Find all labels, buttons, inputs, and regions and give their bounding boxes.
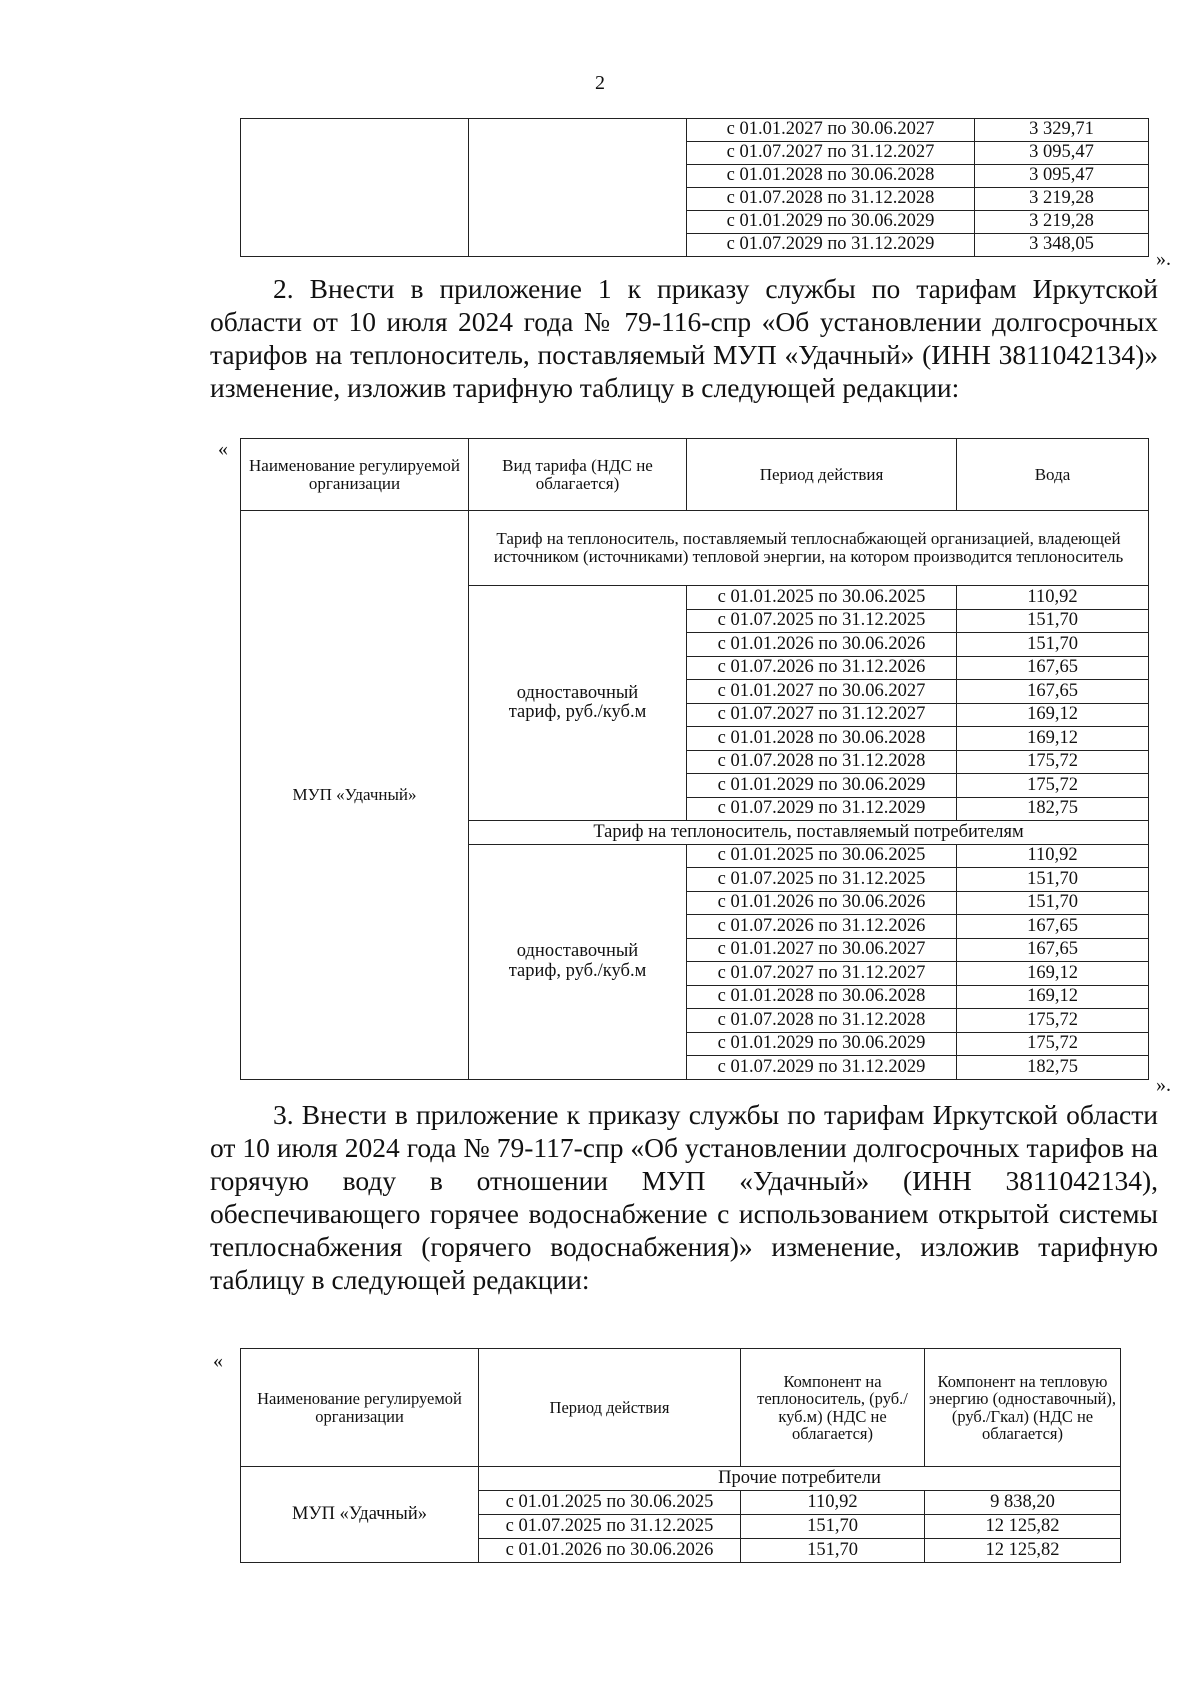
period-cell: с 01.01.2027 по 30.06.2027 — [687, 938, 957, 962]
table-row — [241, 1467, 1121, 1491]
table2-close-quote: ». — [1156, 1074, 1171, 1096]
period-cell: с 01.07.2026 по 31.12.2026 — [687, 915, 957, 939]
value-cell: 151,70 — [957, 633, 1149, 657]
table-header-row — [241, 1349, 1121, 1467]
coolant-value-cell: 151,70 — [741, 1539, 925, 1563]
value-cell: 3 329,71 — [975, 119, 1149, 142]
coolant-value-cell: 110,92 — [741, 1491, 925, 1515]
period-cell: с 01.01.2028 по 30.06.2028 — [687, 985, 957, 1009]
value-cell: 3 219,28 — [975, 211, 1149, 234]
tariff-table-continuation — [240, 118, 1149, 257]
value-cell: 182,75 — [957, 1056, 1149, 1080]
org-cell-empty — [241, 119, 469, 257]
period-cell: с 01.01.2029 по 30.06.2029 — [687, 211, 975, 234]
period-cell: с 01.07.2029 по 31.12.2029 — [687, 1056, 957, 1080]
value-cell: 182,75 — [957, 797, 1149, 821]
period-cell: с 01.01.2027 по 30.06.2027 — [687, 119, 975, 142]
period-cell: с 01.01.2028 по 30.06.2028 — [687, 727, 957, 751]
period-cell: с 01.01.2025 по 30.06.2025 — [687, 586, 957, 610]
period-cell: с 01.01.2025 по 30.06.2025 — [687, 844, 957, 868]
section-title-cell: Тариф на теплоноситель, поставляемый теплоснабжающей организацией, владеющей источником (источниками) тепловой энергии, на котором производится теплоноситель — [469, 511, 1149, 586]
header-period: Период действия — [479, 1349, 741, 1467]
value-cell: 110,92 — [957, 586, 1149, 610]
table-header-row — [241, 439, 1149, 511]
heat-value-cell: 12 125,82 — [925, 1515, 1121, 1539]
table-row — [241, 119, 1149, 142]
value-cell: 151,70 — [957, 609, 1149, 633]
value-cell: 167,65 — [957, 656, 1149, 680]
value-cell: 175,72 — [957, 774, 1149, 798]
section-title-cell: Тариф на теплоноситель, поставляемый потребителям — [469, 821, 1149, 845]
period-cell: с 01.07.2027 по 31.12.2027 — [687, 962, 957, 986]
period-cell: с 01.07.2029 по 31.12.2029 — [687, 797, 957, 821]
value-cell: 175,72 — [957, 1032, 1149, 1056]
period-cell: с 01.07.2027 по 31.12.2027 — [687, 142, 975, 165]
paragraph-2-text: 2. Внести в приложение 1 к приказу службы по тарифам Иркутской области от 10 июля 2024 года № 79-116-спр «Об установлении долгосрочных тарифов на теплоноситель, поставляемый МУП «Удачный» (ИНН 3811042134)» изменение, изложив тарифную таблицу в следующей редакции: — [210, 273, 1158, 403]
period-cell: с 01.07.2028 по 31.12.2028 — [687, 188, 975, 211]
paragraph-3-text: 3. Внести в приложение к приказу службы по тарифам Иркутской области от 10 июля 2024 года № 79-117-спр «Об установлении долгосрочных тарифов на горячую воду в отношении МУП «Удачный» (ИНН 3811042134), обеспечивающего горячее водоснабжение с использованием открытой системы теплоснабжения (горячего водоснабжения)» изменение, изложив тарифную таблицу в следующей редакции: — [210, 1099, 1158, 1295]
tariff-type-cell: одноставочный тариф, руб./куб.м — [469, 586, 687, 821]
period-cell: с 01.07.2025 по 31.12.2025 — [687, 868, 957, 892]
value-cell: 169,12 — [957, 727, 1149, 751]
value-cell: 169,12 — [957, 703, 1149, 727]
value-cell: 175,72 — [957, 750, 1149, 774]
period-cell: с 01.07.2028 по 31.12.2028 — [687, 750, 957, 774]
value-cell: 3 219,28 — [975, 188, 1149, 211]
period-cell: с 01.07.2027 по 31.12.2027 — [687, 703, 957, 727]
value-cell: 3 095,47 — [975, 142, 1149, 165]
paragraph-3 — [210, 1098, 1158, 1296]
value-cell: 175,72 — [957, 1009, 1149, 1033]
section-title-cell: Прочие потребители — [479, 1467, 1121, 1491]
header-tariff-type: Вид тарифа (НДС не облагается) — [469, 439, 687, 511]
page-number: 2 — [595, 72, 605, 94]
value-cell: 169,12 — [957, 985, 1149, 1009]
period-cell: с 01.01.2028 по 30.06.2028 — [687, 165, 975, 188]
heat-value-cell: 9 838,20 — [925, 1491, 1121, 1515]
header-org: Наименование регулируемой организации — [241, 1349, 479, 1467]
value-cell: 110,92 — [957, 844, 1149, 868]
table2-open-quote: « — [218, 438, 228, 460]
period-cell: с 01.07.2025 по 31.12.2025 — [479, 1515, 741, 1539]
org-name-cell: МУП «Удачный» — [241, 511, 469, 1080]
period-cell: с 01.01.2026 по 30.06.2026 — [479, 1539, 741, 1563]
period-cell: с 01.07.2026 по 31.12.2026 — [687, 656, 957, 680]
period-cell: с 01.01.2029 по 30.06.2029 — [687, 1032, 957, 1056]
period-cell: с 01.07.2028 по 31.12.2028 — [687, 1009, 957, 1033]
coolant-value-cell: 151,70 — [741, 1515, 925, 1539]
table3-open-quote: « — [213, 1350, 223, 1372]
value-cell: 151,70 — [957, 868, 1149, 892]
paragraph-2 — [210, 272, 1158, 404]
period-cell: с 01.01.2027 по 30.06.2027 — [687, 680, 957, 704]
header-water: Вода — [957, 439, 1149, 511]
period-cell: с 01.01.2025 по 30.06.2025 — [479, 1491, 741, 1515]
value-cell: 3 095,47 — [975, 165, 1149, 188]
coolant-tariff-table — [240, 438, 1149, 1080]
header-heat-component: Компонент на тепловую энергию (одноставочный), (руб./Гкал) (НДС не облагается) — [925, 1349, 1121, 1467]
header-org: Наименование регулируемой организации — [241, 439, 469, 511]
period-cell: с 01.07.2029 по 31.12.2029 — [687, 234, 975, 257]
table1-close-quote: ». — [1156, 248, 1171, 270]
value-cell: 169,12 — [957, 962, 1149, 986]
period-cell: с 01.01.2029 по 30.06.2029 — [687, 774, 957, 798]
period-cell: с 01.01.2026 по 30.06.2026 — [687, 891, 957, 915]
value-cell: 167,65 — [957, 938, 1149, 962]
org-name-cell: МУП «Удачный» — [241, 1467, 479, 1563]
value-cell: 151,70 — [957, 891, 1149, 915]
tariff-type-cell: одноставочный тариф, руб./куб.м — [469, 844, 687, 1079]
header-period: Период действия — [687, 439, 957, 511]
value-cell: 167,65 — [957, 680, 1149, 704]
table-row — [241, 511, 1149, 586]
hot-water-tariff-table — [240, 1348, 1121, 1563]
header-coolant-component: Компонент на теплоноситель, (руб./куб.м) (НДС не облагается) — [741, 1349, 925, 1467]
value-cell: 167,65 — [957, 915, 1149, 939]
tariff-type-cell-empty — [469, 119, 687, 257]
period-cell: с 01.01.2026 по 30.06.2026 — [687, 633, 957, 657]
heat-value-cell: 12 125,82 — [925, 1539, 1121, 1563]
value-cell: 3 348,05 — [975, 234, 1149, 257]
period-cell: с 01.07.2025 по 31.12.2025 — [687, 609, 957, 633]
